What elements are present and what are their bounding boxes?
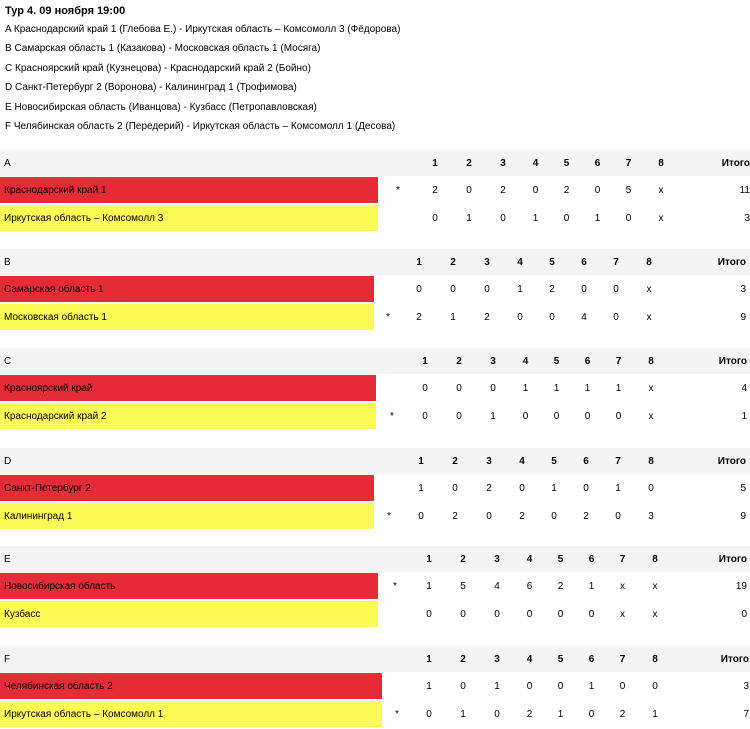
end-score: x (638, 600, 672, 628)
end-score: 0 (613, 204, 644, 232)
total-score: 7 (715, 700, 750, 728)
end-score: x (634, 375, 668, 403)
team-name: Санкт-Петербург 2 (0, 475, 374, 503)
end-score: 0 (514, 673, 545, 701)
header-blank (378, 150, 418, 177)
end-score: 0 (572, 402, 603, 430)
team-row (0, 177, 750, 205)
end-score: 1 (572, 375, 603, 403)
hammer-mark (382, 673, 412, 701)
end-number-header: 4 (514, 546, 545, 573)
total-score: 9 (712, 303, 750, 331)
end-score: 1 (476, 402, 510, 430)
end-number-header: 7 (607, 646, 638, 673)
end-score: 0 (541, 402, 572, 430)
end-score: 0 (412, 600, 446, 628)
row-blank (668, 475, 712, 503)
end-score: 1 (510, 375, 541, 403)
end-score: 2 (486, 177, 520, 205)
end-number-header: 2 (446, 546, 480, 573)
end-score: x (632, 303, 666, 331)
end-score: x (632, 276, 666, 304)
team-name: Новосибирская область (0, 573, 378, 601)
team-row (0, 573, 750, 601)
header-blank (666, 249, 712, 276)
total-header: Итого (716, 150, 750, 177)
end-number-header: 1 (402, 249, 436, 276)
end-number-header: 4 (504, 249, 536, 276)
team-name: Иркутская область – Комсомолл 3 (0, 204, 378, 232)
schedule-line: C Красноярский край (Кузнецова) - Краснодарский край 2 (Бойно) (5, 62, 311, 74)
end-score: 0 (568, 276, 600, 304)
end-score: 0 (603, 402, 634, 430)
game-table (0, 448, 750, 531)
end-score: 0 (545, 673, 576, 701)
end-score: 1 (412, 673, 446, 701)
table-header-row (0, 150, 750, 177)
hammer-mark: * (378, 177, 418, 205)
row-blank (666, 276, 712, 304)
row-blank (678, 177, 716, 205)
end-score: 4 (568, 303, 600, 331)
team-name: Кузбасс (0, 600, 378, 628)
end-number-header: 2 (452, 150, 486, 177)
end-score: 0 (476, 375, 510, 403)
game-label: A (0, 150, 378, 177)
end-number-header: 6 (576, 546, 607, 573)
end-number-header: 6 (576, 646, 607, 673)
table-header-row (0, 448, 750, 475)
hammer-mark: * (376, 402, 408, 430)
end-score: 2 (536, 276, 568, 304)
table-header-row (0, 546, 750, 573)
end-score: 0 (452, 177, 486, 205)
hammer-mark: * (382, 700, 412, 728)
end-number-header: 3 (480, 546, 514, 573)
end-score: 0 (480, 600, 514, 628)
row-blank (668, 375, 713, 403)
total-header: Итого (713, 348, 750, 375)
end-score: 0 (576, 600, 607, 628)
header-blank (374, 448, 404, 475)
end-score: 1 (404, 475, 438, 503)
team-name: Калининград 1 (0, 502, 374, 530)
end-number-header: 5 (541, 348, 572, 375)
team-name: Краснодарский край 2 (0, 402, 376, 430)
schedule-line: B Самарская область 1 (Казакова) - Московская область 1 (Мосяга) (5, 43, 321, 55)
end-score: 1 (541, 375, 572, 403)
total-score: 3 (715, 673, 750, 701)
team-row (0, 700, 750, 728)
team-row (0, 402, 750, 430)
game-table (0, 249, 750, 332)
end-score: 0 (472, 502, 506, 530)
hammer-mark: * (374, 502, 404, 530)
schedule-line: F Челябинская область 2 (Передерий) - Иркутская область – Комсомолл 1 (Десова) (5, 120, 396, 132)
end-score: 1 (603, 375, 634, 403)
total-score: 1 (713, 402, 750, 430)
game-label: E (0, 546, 378, 573)
team-name: Самарская область 1 (0, 276, 374, 304)
end-score: x (607, 573, 638, 601)
end-score: 0 (442, 402, 476, 430)
game-label: C (0, 348, 376, 375)
end-score: 1 (545, 700, 576, 728)
end-score: 2 (570, 502, 602, 530)
game-label: D (0, 448, 374, 475)
end-score: 1 (538, 475, 570, 503)
total-score: 0 (713, 600, 750, 628)
header-blank (374, 249, 402, 276)
schedule-line: A Краснодарский край 1 (Глебова Е.) - Иркутская область – Комсомолл 3 (Фёдорова) (5, 24, 401, 35)
team-row (0, 303, 750, 331)
team-name: Иркутская область – Комсомолл 1 (0, 700, 382, 728)
end-number-header: 1 (412, 546, 446, 573)
end-number-header: 1 (418, 150, 452, 177)
end-score: 0 (446, 600, 480, 628)
game-table (0, 348, 750, 431)
team-name: Краснодарский край 1 (0, 177, 378, 205)
end-number-header: 3 (470, 249, 504, 276)
header-blank (672, 646, 715, 673)
header-blank (668, 448, 712, 475)
team-name: Челябинская область 2 (0, 673, 382, 701)
game-label: B (0, 249, 374, 276)
total-header: Итого (715, 646, 750, 673)
end-score: 0 (402, 276, 436, 304)
header-blank (672, 546, 713, 573)
end-number-header: 8 (638, 646, 672, 673)
end-number-header: 1 (412, 646, 446, 673)
schedule-line: D Санкт-Петербург 2 (Воронова) - Калининград 1 (Трофимова) (5, 82, 297, 94)
end-score: 0 (442, 375, 476, 403)
end-score: 1 (452, 204, 486, 232)
team-row (0, 475, 750, 503)
end-score: 0 (418, 204, 452, 232)
end-score: 2 (470, 303, 504, 331)
end-score: 0 (536, 303, 568, 331)
end-score: 0 (600, 303, 632, 331)
end-number-header: 7 (607, 546, 638, 573)
game-table (0, 546, 750, 629)
end-score: 0 (600, 276, 632, 304)
end-score: 1 (602, 475, 634, 503)
row-blank (672, 573, 713, 601)
end-score: x (644, 204, 678, 232)
end-number-header: 2 (446, 646, 480, 673)
end-number-header: 7 (603, 348, 634, 375)
end-score: x (634, 402, 668, 430)
end-score: 1 (520, 204, 551, 232)
end-number-header: 3 (486, 150, 520, 177)
end-number-header: 2 (442, 348, 476, 375)
end-score: 0 (514, 600, 545, 628)
row-blank (672, 600, 713, 628)
end-score: 2 (472, 475, 506, 503)
end-score: 0 (412, 700, 446, 728)
end-number-header: 4 (514, 646, 545, 673)
total-score: 3 (716, 204, 750, 232)
header-blank (382, 646, 412, 673)
end-score: 0 (602, 502, 634, 530)
end-score: x (607, 600, 638, 628)
end-score: 2 (545, 573, 576, 601)
hammer-mark (378, 204, 418, 232)
total-header: Итого (713, 546, 750, 573)
end-score: 5 (613, 177, 644, 205)
end-number-header: 8 (632, 249, 666, 276)
total-score: 5 (712, 475, 750, 503)
end-score: 1 (480, 673, 514, 701)
team-row (0, 375, 750, 403)
end-number-header: 5 (538, 448, 570, 475)
end-number-header: 3 (480, 646, 514, 673)
end-score: 2 (506, 502, 538, 530)
end-number-header: 1 (408, 348, 442, 375)
team-row (0, 502, 750, 530)
total-header: Итого (712, 249, 750, 276)
end-score: 2 (607, 700, 638, 728)
total-header: Итого (712, 448, 750, 475)
row-blank (666, 303, 712, 331)
end-score: 1 (412, 573, 446, 601)
end-number-header: 3 (472, 448, 506, 475)
end-score: 1 (504, 276, 536, 304)
end-number-header: 6 (572, 348, 603, 375)
hammer-mark (374, 276, 402, 304)
hammer-mark: * (378, 573, 412, 601)
team-row (0, 276, 750, 304)
end-score: 0 (504, 303, 536, 331)
end-score: 2 (418, 177, 452, 205)
row-blank (672, 700, 715, 728)
end-score: 2 (438, 502, 472, 530)
end-score: 1 (436, 303, 470, 331)
end-number-header: 4 (506, 448, 538, 475)
end-score: 0 (570, 475, 602, 503)
end-number-header: 8 (634, 448, 668, 475)
team-row (0, 673, 750, 701)
schedule-line: E Новосибирская область (Иванцова) - Кузбасс (Петропавловская) (5, 101, 317, 113)
end-number-header: 5 (545, 646, 576, 673)
end-number-header: 5 (551, 150, 582, 177)
end-score: 3 (634, 502, 668, 530)
schedule-header (5, 4, 400, 138)
end-score: 2 (402, 303, 436, 331)
total-score: 9 (712, 502, 750, 530)
end-score: 0 (470, 276, 504, 304)
hammer-mark (376, 375, 408, 403)
team-name: Московская область 1 (0, 303, 374, 331)
end-score: 0 (520, 177, 551, 205)
end-score: 0 (404, 502, 438, 530)
end-score: 0 (634, 475, 668, 503)
end-score: 0 (506, 475, 538, 503)
row-blank (678, 204, 716, 232)
end-number-header: 6 (582, 150, 613, 177)
team-name: Красноярский край (0, 375, 376, 403)
end-score: 0 (582, 177, 613, 205)
end-number-header: 8 (634, 348, 668, 375)
end-score: 0 (436, 276, 470, 304)
hammer-mark (374, 475, 404, 503)
end-number-header: 7 (602, 448, 634, 475)
end-number-header: 4 (510, 348, 541, 375)
game-table (0, 150, 750, 233)
end-score: 1 (446, 700, 480, 728)
end-number-header: 4 (520, 150, 551, 177)
end-score: 0 (545, 600, 576, 628)
end-score: 0 (408, 402, 442, 430)
team-row (0, 600, 750, 628)
total-score: 19 (713, 573, 750, 601)
row-blank (668, 502, 712, 530)
end-score: 0 (438, 475, 472, 503)
end-score: 0 (551, 204, 582, 232)
end-number-header: 3 (476, 348, 510, 375)
table-header-row (0, 348, 750, 375)
header-blank (378, 546, 412, 573)
header-blank (668, 348, 713, 375)
team-row (0, 204, 750, 232)
end-score: 2 (551, 177, 582, 205)
end-score: 0 (607, 673, 638, 701)
total-score: 4 (713, 375, 750, 403)
end-score: 0 (638, 673, 672, 701)
end-score: 1 (582, 204, 613, 232)
end-score: 5 (446, 573, 480, 601)
end-score: 1 (576, 673, 607, 701)
end-number-header: 7 (613, 150, 644, 177)
end-score: 0 (538, 502, 570, 530)
end-score: 1 (638, 700, 672, 728)
hammer-mark: * (374, 303, 402, 331)
end-score: 0 (408, 375, 442, 403)
end-score: 4 (480, 573, 514, 601)
header-blank (376, 348, 408, 375)
end-number-header: 6 (568, 249, 600, 276)
end-score: 2 (514, 700, 545, 728)
total-score: 11 (716, 177, 750, 205)
game-table (0, 646, 750, 729)
end-number-header: 5 (545, 546, 576, 573)
end-score: 0 (486, 204, 520, 232)
end-number-header: 1 (404, 448, 438, 475)
end-score: 0 (510, 402, 541, 430)
end-score: 6 (514, 573, 545, 601)
end-score: x (644, 177, 678, 205)
end-number-header: 6 (570, 448, 602, 475)
end-number-header: 7 (600, 249, 632, 276)
end-score: 1 (576, 573, 607, 601)
round-title: Тур 4. 09 ноября 19:00 (5, 5, 126, 17)
total-score: 3 (712, 276, 750, 304)
hammer-mark (378, 600, 412, 628)
end-score: 0 (480, 700, 514, 728)
row-blank (672, 673, 715, 701)
end-number-header: 2 (438, 448, 472, 475)
end-number-header: 5 (536, 249, 568, 276)
table-header-row (0, 646, 750, 673)
row-blank (668, 402, 713, 430)
end-number-header: 8 (644, 150, 678, 177)
end-score: x (638, 573, 672, 601)
header-blank (678, 150, 716, 177)
table-header-row (0, 249, 750, 276)
game-label: F (0, 646, 382, 673)
end-score: 0 (576, 700, 607, 728)
end-number-header: 8 (638, 546, 672, 573)
end-number-header: 2 (436, 249, 470, 276)
end-score: 0 (446, 673, 480, 701)
